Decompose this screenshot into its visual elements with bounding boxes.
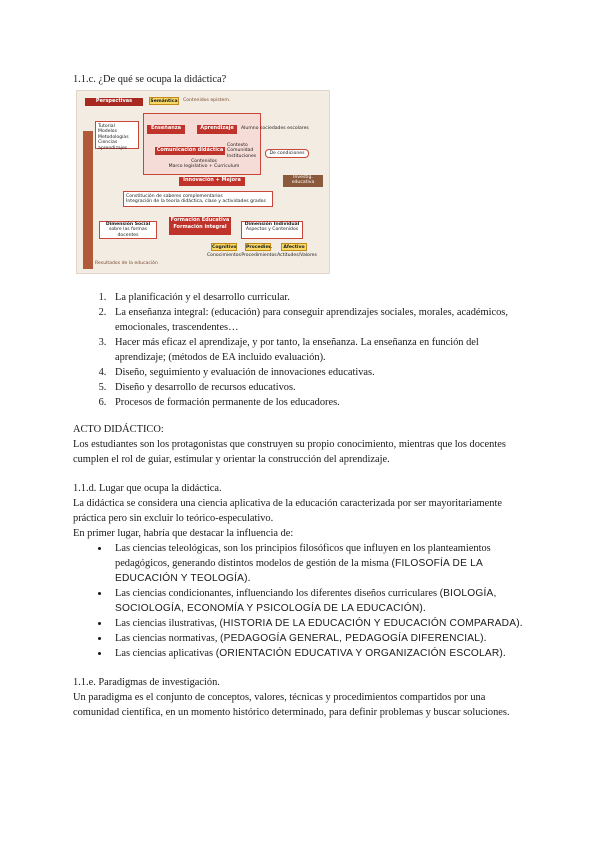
diagram-left-list-item: Tutorial: [98, 124, 115, 129]
list-item-end: .: [483, 633, 487, 644]
diagram-procedural: Procedim.: [246, 245, 273, 250]
diagram-sidebar: [83, 131, 93, 269]
list-item: [110, 646, 528, 661]
sciences-list: [73, 541, 528, 661]
list-item: 4. Diseño, seguimiento y evaluación de innovaciones educativas.: [109, 365, 528, 380]
diagram-results-note: Resultados de la educación: [95, 261, 158, 266]
section-d-heading: 1.1.d. Lugar que ocupa la didáctica.: [73, 483, 222, 494]
acto-heading: ACTO DIDÁCTICO:: [73, 424, 164, 435]
acto-text: Los estudiantes son los protagonistas que construyen su propio conocimiento, mientras que los docentes cumplen el rol de guiar, estimular y orientar la construcción del aprendizaje.: [73, 439, 506, 465]
diagram-context: Contexto Comunidad Instituciones: [227, 143, 257, 159]
list-item: 2. La enseñanza integral: (educación) para conseguir aprendizajes sociales, morales, académicos, emocionales, trascendentes…: [109, 305, 528, 335]
diagram-lines: [123, 191, 273, 207]
list-item-text: Las ciencias aplicativas: [115, 648, 216, 659]
diagram-left-list: [95, 121, 139, 149]
diagram-line: Constitución de saberes complementarios: [126, 194, 223, 199]
list-item-text: Las ciencias condicionantes, influenciando los diferentes diseños curriculares: [115, 588, 440, 599]
diagram-social: [99, 221, 157, 239]
list-item-caps: (FILOSOFÍA DE LA EDUCACIÓN Y TEOLOGÍA): [115, 558, 483, 584]
list-item-text: Las ciencias normativas,: [115, 633, 221, 644]
diagram-bottom-note: Contenidos Marco legislativo + Curriculum: [168, 159, 240, 170]
diagram-cognitive: Cognitivo: [212, 245, 237, 250]
diagram-social-title: Dimensión Social: [105, 222, 151, 227]
diagram-communication: Comunicación didáctica: [156, 147, 224, 153]
list-item-caps: (ORIENTACIÓN EDUCATIVA Y ORGANIZACIÓN ESCOLAR): [215, 648, 504, 659]
didactics-list: [73, 290, 528, 410]
diagram-individual-sub: Aspectos y Contenidos: [245, 227, 299, 233]
list-item-end: .: [503, 648, 506, 659]
section-c-heading: 1.1.c. ¿De qué se ocupa la didáctica?: [73, 74, 227, 85]
section-e-heading: 1.1.e. Paradigmas de investigación.: [73, 677, 220, 688]
diagram-procedural-sub: Procedimientos: [241, 253, 277, 258]
didactics-diagram: [76, 90, 330, 274]
list-item-end: .: [519, 618, 523, 629]
list-item-caps: (PEDAGOGÍA GENERAL, PEDAGOGÍA DIFERENCIAL): [220, 633, 484, 644]
diagram-affective-sub: Actitudes/Valores: [277, 253, 317, 258]
list-item: 1. La planificación y el desarrollo curricular.: [109, 290, 528, 305]
list-item-caps: (HISTORIA DE LA EDUCACIÓN Y EDUCACIÓN COMPARADA): [219, 618, 520, 629]
list-item-end: .: [422, 603, 426, 614]
list-item: 6. Procesos de formación permanente de los educadores.: [109, 395, 528, 410]
diagram-perspectives: Perspectivas: [85, 98, 143, 106]
section-e-text: Un paradigma es el conjunto de conceptos, valores, técnicas y procedimientos compartidos por una comunidad científica, en un momento histórico determinado, para definir problemas y buscar soluciones.: [73, 692, 510, 718]
list-item-text: Las ciencias teleológicas, son los principios filosóficos que influyen en los planteamientos pedagógicos, generando distintos modelos de gestión de la misma: [115, 543, 491, 569]
section-d-para1: La didáctica se considera una ciencia aplicativa de la educación caracterizada por ser mayoritariamente práctica pero sin excluir lo teórico-especulativo.: [73, 498, 502, 524]
diagram-left-list-item: Ciencias aprendizajes: [98, 140, 128, 151]
diagram-social-sub: sobre las formas docentes: [108, 227, 148, 238]
diagram-affective: Afectivo: [281, 243, 307, 251]
list-item: 3. Hacer más eficaz el aprendizaje, y por tanto, la enseñanza. La enseñanza en función del aprendizaje; (métodos de EA incluido evaluación).: [109, 335, 528, 365]
diagram-individual: [241, 221, 303, 239]
list-item: [110, 616, 528, 631]
diagram-training: Formación Educativa Formación integral: [169, 217, 231, 235]
diagram-left-list-item: Metodologías: [98, 134, 129, 140]
list-item: [110, 586, 528, 616]
list-item-caps: (BIOLOGÍA, SOCIOLOGÍA, ECONOMÍA Y PSICOLOGÍA DE LA EDUCACIÓN): [115, 588, 497, 614]
diagram-individual-title: Dimensión Individual: [244, 222, 300, 227]
diagram-cognitive-sub: Conocimientos: [206, 253, 242, 258]
diagram-semantics: Semántica: [150, 99, 178, 104]
diagram-learning-note: Alumno sociedades escolares: [241, 126, 309, 131]
list-item: [110, 541, 528, 586]
list-item-text: Las ciencias ilustrativas,: [115, 618, 220, 629]
list-item: 5. Diseño y desarrollo de recursos educativos.: [109, 380, 528, 395]
list-item: [110, 631, 528, 646]
diagram-conditions: De condiciones: [265, 149, 309, 158]
diagram-semantics-note: Contenidos epistem.: [183, 98, 231, 103]
list-item-end: .: [247, 573, 251, 584]
diagram-teaching: Enseñanza: [147, 125, 185, 134]
section-d-para2: En primer lugar, habría que destacar la influencia de:: [73, 528, 294, 539]
diagram-left-list-item: Modelos: [98, 129, 117, 135]
diagram-research-note: Investig. educativa: [283, 175, 323, 187]
diagram-learning: Aprendizaje: [197, 125, 237, 134]
page-content: [73, 72, 528, 720]
diagram-innovation: Innovación + Mejora: [179, 177, 245, 186]
diagram-line: Integración de la teoría didáctica, clase y actividades grados: [126, 199, 266, 205]
